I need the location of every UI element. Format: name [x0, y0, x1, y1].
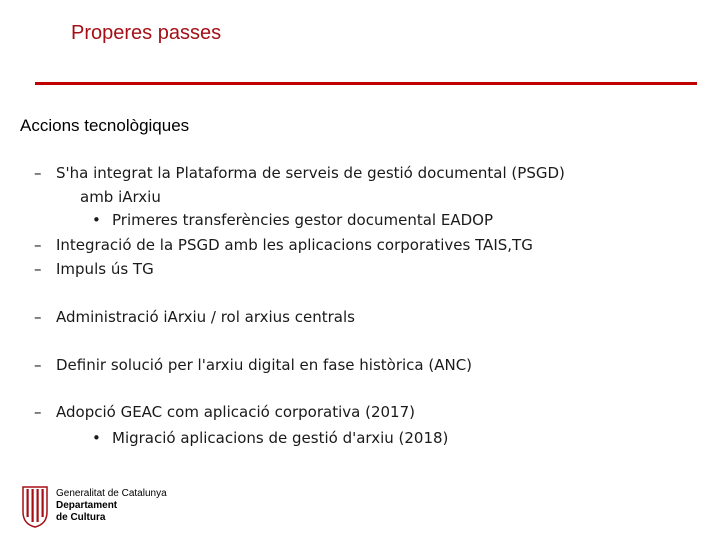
list-item — [34, 402, 415, 422]
slide-title: Properes passes — [71, 22, 222, 44]
list-item-text: Administració iArxiu / rol arxius centrals — [56, 308, 355, 326]
dash-marker: – — [34, 403, 42, 421]
dash-marker: – — [34, 236, 42, 254]
catalan-flag-seal-icon — [22, 486, 48, 528]
bullet-marker: • — [92, 429, 101, 447]
list-item — [34, 235, 533, 255]
list-item-text: S'ha integrat la Plataforma de serveis de gestió documental (PSGD) — [56, 164, 565, 182]
list-item-text: Definir solució per l'arxiu digital en fase històrica (ANC) — [56, 356, 473, 374]
title-divider — [35, 82, 697, 85]
logo-line-departament: Departament — [56, 500, 118, 511]
list-item-text: Adopció GEAC com aplicació corporativa (2017) — [56, 403, 415, 421]
dash-marker: – — [34, 308, 42, 326]
dash-marker: – — [34, 260, 42, 278]
list-item — [34, 307, 355, 327]
dash-marker: – — [34, 356, 42, 374]
sub-list-item — [92, 210, 493, 230]
list-item — [34, 355, 472, 375]
dash-marker: – — [34, 164, 42, 182]
logo-line-cultura: de Cultura — [56, 512, 106, 523]
generalitat-logo — [22, 486, 222, 530]
bullet-marker: • — [92, 211, 101, 229]
section-heading: Accions tecnològiques — [20, 116, 190, 135]
logo-text — [56, 488, 167, 524]
list-item — [34, 259, 154, 279]
list-item — [34, 163, 565, 183]
list-item-text: Integració de la PSGD amb les aplicacions corporatives TAIS,TG — [56, 236, 533, 254]
list-item-text: Impuls ús TG — [56, 260, 154, 278]
sub-list-item-text: Primeres transferències gestor documental EADOP — [112, 211, 493, 229]
sub-list-item-text: Migració aplicacions de gestió d'arxiu (2018) — [112, 429, 449, 447]
sub-list-item — [92, 428, 448, 448]
list-item-continuation: amb iArxiu — [80, 188, 161, 206]
logo-line-generalitat: Generalitat de Catalunya — [56, 488, 167, 499]
